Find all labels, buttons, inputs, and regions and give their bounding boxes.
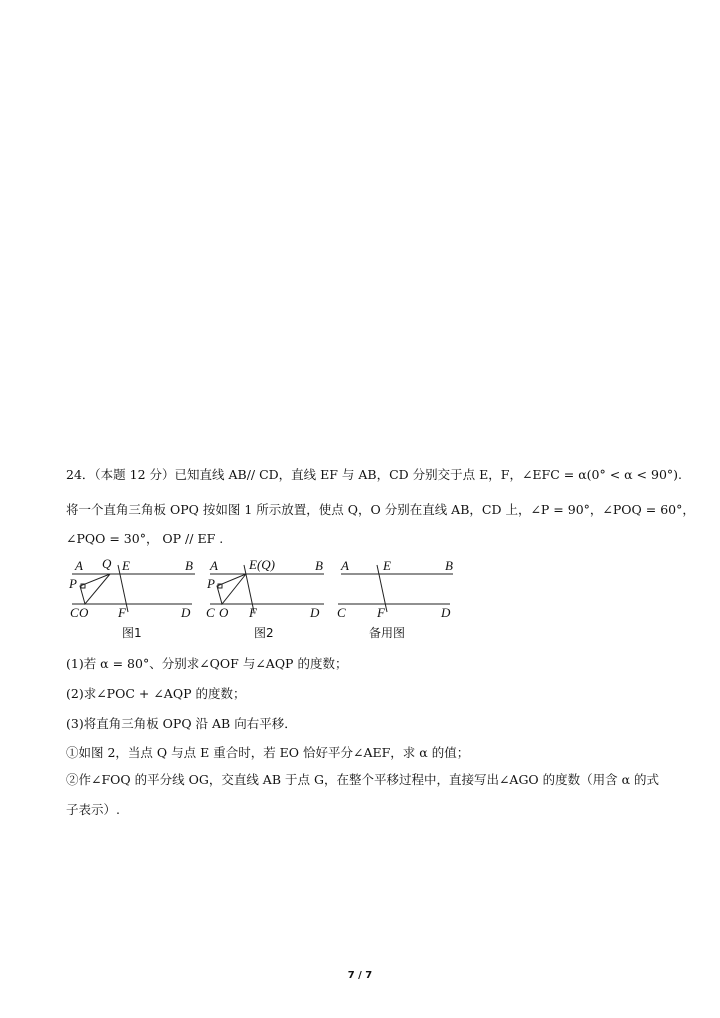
- problem-statement-line-1: 24．（本题 12 分）已知直线 AB// CD，直线 EF 与 AB，CD 分别交于点 E，F，∠EFC = α(0° < α < 90°).: [66, 467, 683, 482]
- question-3: (3)将直角三角板 OPQ 沿 AB 向右平移．: [66, 716, 297, 731]
- label-f: F: [377, 605, 385, 620]
- triangle-opq: [217, 574, 246, 604]
- label-d: D: [181, 605, 191, 620]
- figure-caption: 备用图: [369, 626, 406, 640]
- triangle-opq: [80, 574, 110, 604]
- label-e: E: [122, 558, 130, 573]
- question-3-part-2-cont: 子表示）.: [66, 802, 120, 817]
- question-1: (1)若 α = 80°、分别求∠QOF 与∠AQP 的度数；: [66, 656, 348, 671]
- label-o: O: [219, 605, 229, 620]
- question-3-part-1: ①如图 2，当点 Q 与点 E 重合时，若 EO 恰好平分∠AEF，求 α 的值；: [66, 745, 470, 760]
- problem-statement-line-2: 将一个直角三角板 OPQ 按如图 1 所示放置，使点 Q，O 分别在直线 AB，CD 上，∠P = 90°，∠POQ = 60°，: [66, 502, 695, 517]
- figure-caption: 图1: [122, 626, 142, 640]
- label-e-q: E(Q): [249, 557, 275, 572]
- label-c: C: [337, 605, 346, 620]
- label-e: E: [383, 558, 391, 573]
- label-d: D: [310, 605, 320, 620]
- label-d: D: [441, 605, 451, 620]
- label-c: C: [206, 605, 215, 620]
- label-o: O: [79, 605, 89, 620]
- figure-1: [60, 555, 205, 645]
- label-f: F: [118, 605, 126, 620]
- label-p: P: [207, 576, 215, 591]
- label-b: B: [445, 558, 453, 573]
- label-a: A: [210, 558, 218, 573]
- figure-2: [200, 555, 335, 645]
- label-a: A: [341, 558, 349, 573]
- label-c: C: [70, 605, 79, 620]
- label-b: B: [315, 558, 323, 573]
- page-number: 7 / 7: [347, 970, 373, 981]
- label-a: A: [75, 558, 83, 573]
- label-p: P: [69, 576, 77, 591]
- question-2: (2)求∠POC + ∠AQP 的度数；: [66, 686, 246, 701]
- label-q: Q: [102, 556, 112, 571]
- label-b: B: [185, 558, 193, 573]
- figure-caption: 图2: [254, 626, 274, 640]
- label-f: F: [249, 605, 257, 620]
- question-3-part-2: ②作∠FOQ 的平分线 OG，交直线 AB 于点 G，在整个平移过程中，直接写出∠AGO 的度数（用含 α 的式: [66, 772, 660, 787]
- figure-spare: [333, 555, 463, 645]
- problem-statement-line-3: ∠PQO = 30°， OP // EF .: [66, 531, 224, 546]
